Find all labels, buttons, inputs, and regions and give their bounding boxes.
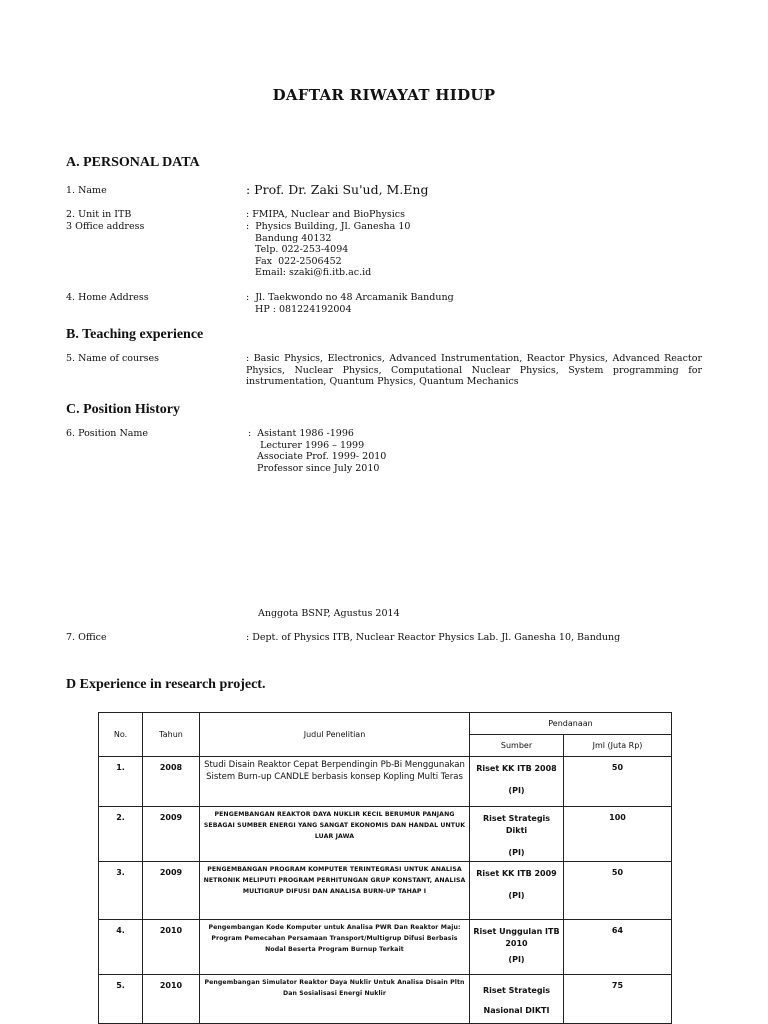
row-tahun: 2009: [143, 807, 200, 862]
section-teaching-experience: B. Teaching experience: [66, 327, 204, 342]
office-address-label: 3 Office address: [66, 221, 145, 232]
row-judul: PENGEMBANGAN REAKTOR DAYA NUKLIR KECIL BERUMUR PANJANG SEBAGAI SUMBER ENERGI YANG SANGAT EKONOMIS DAN HANDAL UNTUK LUAR JAWA: [200, 807, 470, 862]
row-sumber: [470, 757, 564, 807]
home-address-label: 4. Home Address: [66, 292, 149, 303]
position-name-label: 6. Position Name: [66, 428, 149, 439]
home-address-value: [246, 292, 454, 315]
header-jml: Jml (Juta Rp): [564, 735, 672, 757]
row-pi: (PI): [508, 891, 525, 900]
office-label: 7. Office: [66, 632, 107, 643]
row-tahun: 2008: [143, 757, 200, 807]
row-jml: 100: [564, 807, 672, 862]
document-title: DAFTAR RIWAYAT HIDUP: [272, 86, 496, 104]
office-address-line: Bandung 40132: [246, 232, 332, 244]
table-row: [99, 807, 672, 862]
office-address-line: Email: szaki@fi.itb.ac.id: [246, 267, 372, 279]
home-address-line: HP : 081224192004: [246, 303, 352, 315]
section-research-experience: D Experience in research project.: [66, 677, 266, 692]
unit-value: : FMIPA, Nuclear and BioPhysics: [246, 209, 405, 220]
row-tahun: 2010: [143, 920, 200, 975]
header-no: No.: [99, 713, 143, 757]
name-label: 1. Name: [66, 185, 107, 196]
courses-value: : Basic Physics, Electronics, Advanced Instrumentation, Reactor Physics, Advanced Reactor Physics, Nuclear Physics, Computational Nuclear Physics, System programming for instrumentation, Quantum Physics, Quantum Mechanics: [246, 353, 702, 388]
row-sumber: Riset Strategis Nasional DIKTI: [470, 975, 564, 1024]
position-line: Associate Prof. 1999- 2010: [248, 451, 387, 463]
row-no: 5.: [99, 975, 143, 1024]
header-judul: Judul Penelitian: [200, 713, 470, 757]
header-pendanaan: Pendanaan: [470, 713, 672, 735]
row-jml: 75: [564, 975, 672, 1024]
section-position-history: C. Position History: [66, 402, 180, 417]
table-header-row: [99, 713, 672, 735]
office-address-line: : Physics Building, Jl. Ganesha 10: [246, 221, 411, 232]
row-tahun: 2009: [143, 862, 200, 920]
office-value: : Dept. of Physics ITB, Nuclear Reactor Physics Lab. Jl. Ganesha 10, Bandung: [246, 632, 621, 643]
row-jml: 50: [564, 757, 672, 807]
header-sumber: Sumber: [470, 735, 564, 757]
office-address-line: Telp. 022-253-4094: [246, 244, 349, 256]
row-sumber: [470, 807, 564, 862]
row-no: 2.: [99, 807, 143, 862]
position-name-value: [248, 428, 386, 474]
row-pi: (PI): [508, 786, 525, 795]
row-pi: (PI): [508, 848, 525, 857]
table-row: [99, 862, 672, 920]
name-value: : Prof. Dr. Zaki Su'ud, M.Eng: [246, 182, 429, 197]
row-jml: 50: [564, 862, 672, 920]
row-pi: (PI): [508, 955, 525, 964]
row-judul: Pengembangan Simulator Reaktor Daya Nuklir Untuk Analisa Disain Pltn Dan Sosialisasi Energi Nuklir: [200, 975, 470, 1024]
row-judul: Studi Disain Reaktor Cepat Berpendingin Pb-Bi Menggunakan Sistem Burn-up CANDLE berbasis konsep Kopling Multi Teras: [200, 757, 470, 807]
row-judul: PENGEMBANGAN PROGRAM KOMPUTER TERINTEGRASI UNTUK ANALISA NETRONIK MELIPUTI PROGRAM PERHITUNGAN GRUP KONSTANT, ANALISA MULTIGRUP DIFUSI DAN ANALISA BURN-UP TAHAP I: [200, 862, 470, 920]
courses-label: 5. Name of courses: [66, 353, 160, 364]
section-personal-data: A. PERSONAL DATA: [66, 155, 200, 170]
row-sumber-text: Riset KK ITB 2008: [476, 764, 557, 773]
position-line: : Asistant 1986 -1996: [248, 428, 354, 439]
row-no: 3.: [99, 862, 143, 920]
position-line: Professor since July 2010: [248, 462, 380, 474]
row-no: 1.: [99, 757, 143, 807]
unit-label: 2. Unit in ITB: [66, 209, 132, 220]
position-line: Lecturer 1996 – 1999: [248, 439, 365, 451]
row-sumber-text: Riset Strategis Dikti: [482, 814, 551, 835]
office-address-value: [246, 221, 410, 279]
row-judul: Pengembangan Kode Komputer untuk Analisa PWR Dan Reaktor Maju: Program Pemecahan Persamaan Transport/Multigrup Difusi Berbasis Nodal Beserta Program Burnup Terkait: [200, 920, 470, 975]
row-tahun: 2010: [143, 975, 200, 1024]
row-sumber: [470, 862, 564, 920]
row-no: 4.: [99, 920, 143, 975]
table-row: [99, 757, 672, 807]
table-row: [99, 920, 672, 975]
table-row: [99, 975, 672, 1024]
row-sumber-text: Riset KK ITB 2009: [476, 869, 557, 878]
row-sumber-text: Riset Unggulan ITB 2010: [473, 927, 560, 948]
row-jml: 64: [564, 920, 672, 975]
row-sumber: [470, 920, 564, 975]
header-tahun: Tahun: [143, 713, 200, 757]
bsnp-membership: Anggota BSNP, Agustus 2014: [258, 608, 400, 619]
office-address-line: Fax 022-2506452: [246, 255, 342, 267]
home-address-line: : Jl. Taekwondo no 48 Arcamanik Bandung: [246, 292, 454, 303]
research-table: [98, 712, 672, 1024]
